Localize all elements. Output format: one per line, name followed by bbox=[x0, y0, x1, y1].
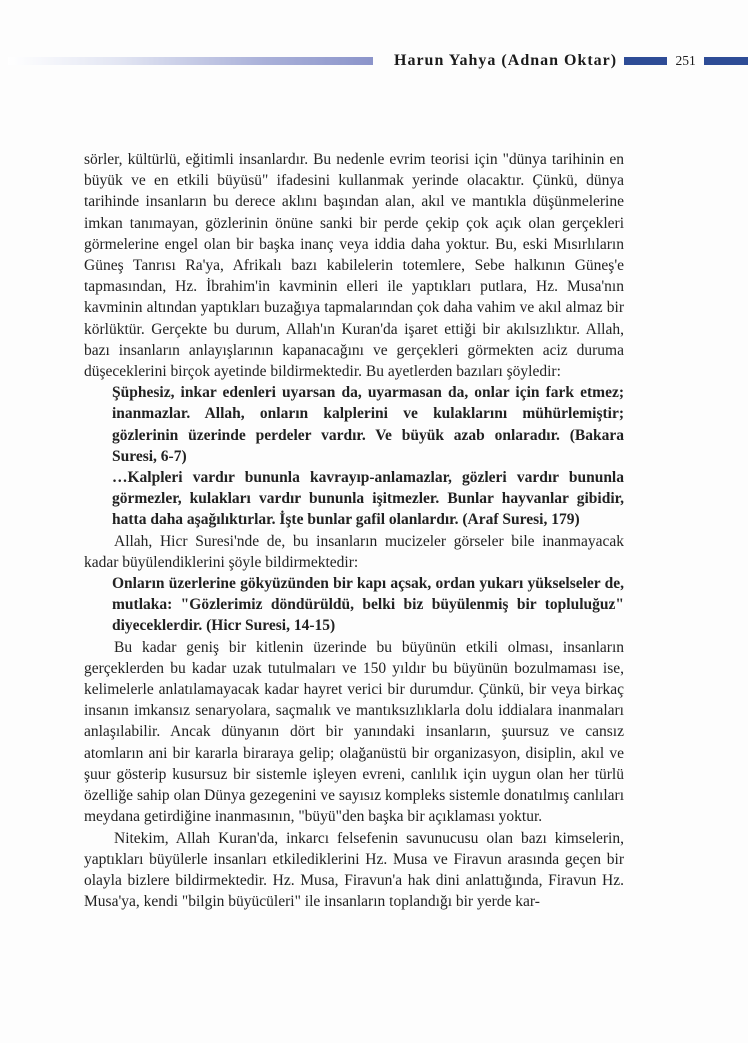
page-number: 251 bbox=[675, 53, 696, 68]
body-paragraph: Allah, Hicr Suresi'nde de, bu insanların mucizeler görseler bile inanmayacak kadar büyülendiklerini şöyle bildirmektedir: bbox=[84, 532, 624, 571]
header-gradient-bar bbox=[8, 57, 373, 65]
body-paragraph: Bu kadar geniş bir kitlenin üzerinde bu büyünün etkili olması, insanların gerçeklerden bu kadar uzak tutulmaları ve 150 yıldır bu büyünün bozulmaması ise, kelimelerle anlatılamayacak kadar hayret verici bir durumdur. Çünkü, bir veya birkaç insanın imkansız senaryolara, saçmalık ve mantıksızlıklarla dolu iddialara inanmaları anlaşılabilir. Ancak dünyanın dört bir yanındaki insanların, şuursuz ve cansız atomların ani bir kararla biraraya gelip; olağanüstü bir organizasyon, disiplin, akıl ve şuur gösterip kusursuz bir sistemle işleyen evreni, canlılık için uygun olan her türlü özelliğe sahip olan Dünya gezegenini ve sayısız kompleks sistemle donatılmış canlıları meydana getirdiğine inanmasının, "büyü"den başka bir açıklaması yoktur. bbox=[84, 638, 624, 826]
body-text bbox=[84, 149, 624, 912]
quran-quote-paragraph: Onların üzerlerine gökyüzünden bir kapı açsak, ordan yukarı yükselseler de, mutlaka: "Gözlerimiz döndürüldü, belki biz büyülenmiş bir topluluğuz" diyeceklerdir. (Hicr Suresi, 14-15) bbox=[112, 575, 624, 635]
page-header bbox=[0, 52, 748, 70]
quran-quote-paragraph: …Kalpleri vardır bununla kavrayıp-anlamazlar, gözleri vardır bununla görmezler, kulakları vardır bununla işitmezler. Bunlar hayvanlar gibidir, hatta daha aşağılıktırlar. İşte bunlar gafil olanlardır. (Araf Suresi, 179) bbox=[112, 469, 624, 529]
header-author: Harun Yahya (Adnan Oktar) bbox=[394, 52, 618, 69]
header-rule-right bbox=[704, 57, 748, 65]
quran-quote-paragraph: Şüphesiz, inkar edenleri uyarsan da, uyarmasan da, onlar için fark etmez; inanmazlar. Allah, onların kalplerini ve kulaklarını mühürlemiştir; gözlerinin üzerinde perdeler vardır. Ve büyük azab onlaradır. (Bakara Suresi, 6-7) bbox=[112, 384, 624, 465]
body-paragraph: sörler, kültürlü, eğitimli insanlardır. Bu nedenle evrim teorisi için "dünya tarihinin en büyük ve en etkili büyüsü" ifadesini kullanmak yerinde olacaktır. Çünkü, dünya tarihinde insanların bu derece aklını başından alan, akıl ve mantıkla düşünmelerine imkan tanımayan, gözlerinin önüne sanki bir perde çekip çok açık olan gerçekleri görmelerine engel olan bir başka inanç veya iddia daha yoktur. Bu, eski Mısırlıların Güneş Tanrısı Ra'ya, Afrikalı bazı kabilelerin totemlere, Sebe halkının Güneş'e tapmasından, Hz. İbrahim'in kavminin elleri ile yaptıkları putlara, Hz. Musa'nın kavminin altından yaptıkları buzağıya tapmalarından çok daha vahim ve akıl almaz bir körlüktür. Gerçekte bu durum, Allah'ın Kuran'da işaret ettiği bir akılsızlıktır. Allah, bazı insanların anlayışlarının kapanacağını ve gerçekleri görmekten aciz duruma düşeceklerini birçok ayetinde bildirmektedir. Bu ayetlerden bazıları şöyledir: bbox=[84, 151, 624, 381]
body-paragraph: Nitekim, Allah Kuran'da, inkarcı felsefenin savunucusu olan bazı kimselerin, yaptıkları büyülerle insanları etkilediklerini Hz. Musa ve Firavun arasında geçen bir olayla bizlere bildirmektedir. Hz. Musa, Firavun'a hak dini anlattığında, Firavun Hz. Musa'ya, kendi "bilgin büyücüleri" ile insanların toplandığı bir yerde kar- bbox=[84, 829, 624, 911]
header-rule-left bbox=[624, 57, 667, 65]
